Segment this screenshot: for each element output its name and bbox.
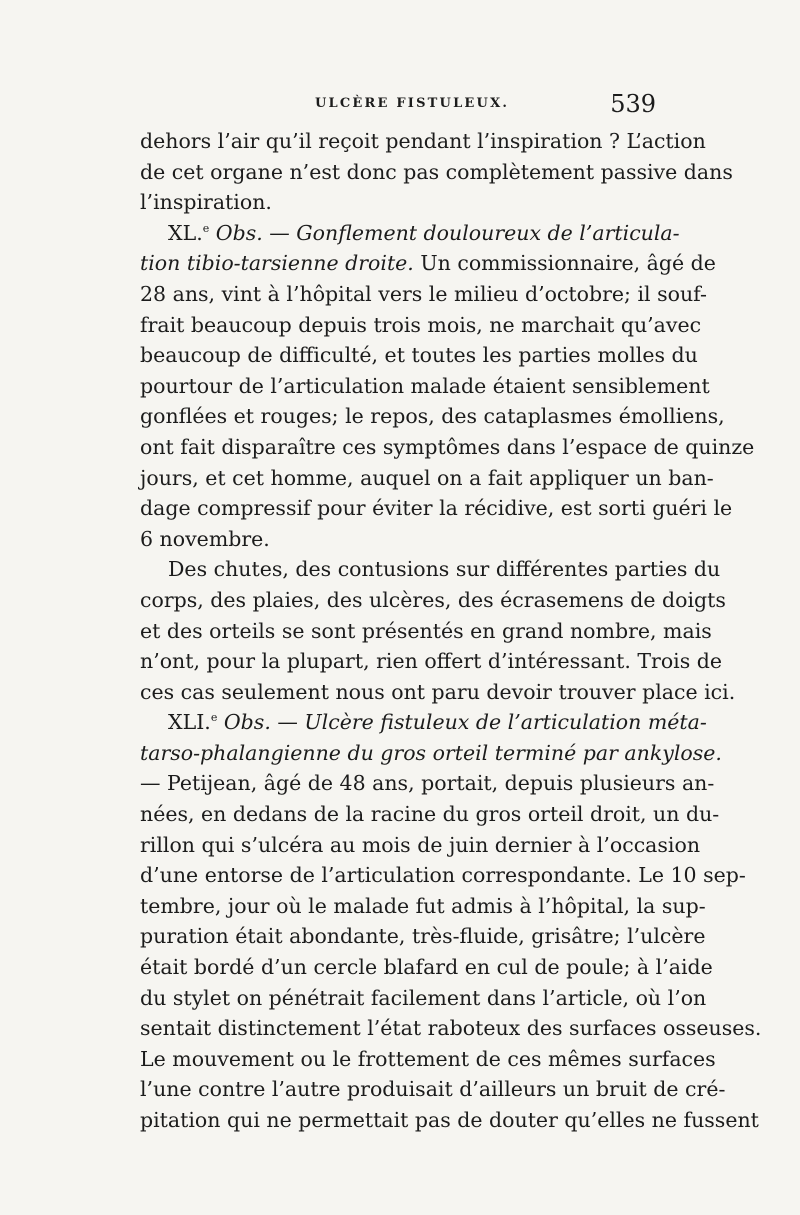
text-line bbox=[140, 860, 746, 891]
text-run: dage compressif pour éviter la récidive, est sorti guéri le bbox=[140, 496, 733, 521]
text-line bbox=[140, 1044, 716, 1075]
text-line bbox=[140, 983, 707, 1014]
text-run: rillon qui s’ulcéra au mois de juin dernier à l’occasion bbox=[140, 832, 701, 857]
text-run: du stylet on pénétrait facilement dans l’article, où l’on bbox=[140, 985, 707, 1010]
text-line bbox=[140, 1013, 762, 1044]
text-line bbox=[140, 585, 726, 616]
text-run: frait beaucoup depuis trois mois, ne marchait qu’avec bbox=[140, 312, 702, 337]
text-run: ont fait disparaître ces symptômes dans l’espace de quinze bbox=[140, 434, 755, 459]
text-line bbox=[140, 707, 707, 738]
text-line bbox=[140, 248, 716, 279]
text-line bbox=[140, 279, 707, 310]
text-run: — bbox=[270, 710, 305, 735]
text-line bbox=[140, 310, 702, 341]
text-run: XL. bbox=[168, 220, 203, 245]
text-run: Le mouvement ou le frottement de ces mêmes surfaces bbox=[140, 1046, 716, 1071]
text-line bbox=[140, 616, 712, 647]
text-run: 28 ans, vint à l’hôpital vers le milieu d’octobre; il souf- bbox=[140, 281, 707, 306]
text-run: pourtour de l’articulation malade étaient sensiblement bbox=[140, 373, 710, 398]
text-line bbox=[140, 432, 755, 463]
italic-text: tarso-phalangienne du gros orteil terminé par ankylose. bbox=[140, 740, 722, 765]
text-run: Des chutes, des contusions sur différentes parties du bbox=[168, 557, 721, 582]
text-run: — Petijean, âgé de 48 ans, portait, depuis plusieurs an- bbox=[140, 771, 715, 796]
text-line bbox=[140, 187, 662, 218]
text-line bbox=[140, 1074, 726, 1105]
text-line bbox=[140, 401, 725, 432]
ordinal-suffix: e bbox=[210, 711, 218, 725]
text-line bbox=[140, 554, 721, 585]
text-run: dehors l’air qu’il reçoit pendant l’inspiration ? L’action bbox=[140, 129, 706, 153]
text-run: d’une entorse de l’articulation correspondante. Le 10 sep- bbox=[140, 863, 746, 888]
text-run: tembre, jour où le malade fut admis à l’hôpital, la sup- bbox=[140, 893, 706, 918]
page-number: 539 bbox=[610, 90, 656, 118]
text-line bbox=[140, 524, 662, 555]
text-line bbox=[140, 768, 715, 799]
italic-text: Ulcère fistuleux de l’articulation méta- bbox=[304, 710, 707, 735]
text-line bbox=[140, 463, 714, 494]
text-line bbox=[140, 126, 706, 157]
text-line bbox=[140, 799, 720, 830]
text-run: 6 novembre. bbox=[140, 526, 270, 551]
body-text bbox=[140, 126, 762, 1136]
text-run: — bbox=[262, 220, 297, 245]
ordinal-suffix: e bbox=[202, 221, 210, 235]
text-line bbox=[140, 891, 706, 922]
text-run: et des orteils se sont présentés en grand nombre, mais bbox=[140, 618, 712, 643]
text-run: puration était abondante, très-fluide, grisâtre; l’ulcère bbox=[140, 924, 706, 949]
text-line bbox=[140, 738, 722, 769]
text-line bbox=[140, 677, 736, 708]
text-run: sentait distinctement l’état raboteux des surfaces osseuses. bbox=[140, 1016, 762, 1041]
italic-text: Obs. bbox=[215, 220, 263, 245]
text-run: gonflées et rouges; le repos, des cataplasmes émolliens, bbox=[140, 404, 725, 429]
text-run: jours, et cet homme, auquel on a fait appliquer un ban- bbox=[140, 465, 714, 490]
text-run: pitation qui ne permettait pas de douter qu’elles ne fussent bbox=[140, 1108, 759, 1132]
text-run: corps, des plaies, des ulcères, des écrasemens de doigts bbox=[140, 587, 726, 612]
italic-text: Obs. bbox=[223, 710, 271, 735]
text-run: beaucoup de difficulté, et toutes les parties molles du bbox=[140, 343, 698, 368]
running-head: ULCÈRE FISTULEUX. bbox=[315, 96, 510, 111]
text-run: de cet organe n’est donc pas complètement passive dans bbox=[140, 159, 733, 184]
text-line bbox=[140, 830, 701, 861]
italic-text: tion tibio-tarsienne droite. bbox=[140, 251, 414, 276]
text-line bbox=[140, 921, 706, 952]
text-run: l’inspiration. bbox=[140, 190, 272, 215]
text-line bbox=[140, 218, 680, 249]
text-run: n’ont, pour la plupart, rien offert d’intéressant. Trois de bbox=[140, 649, 723, 674]
text-run: l’une contre l’autre produisait d’ailleurs un bruit de cré- bbox=[140, 1077, 726, 1102]
text-run: Un commissionnaire, âgé de bbox=[413, 251, 716, 276]
text-line bbox=[140, 371, 710, 402]
text-run: ces cas seulement nous ont paru devoir trouver place ici. bbox=[140, 679, 736, 704]
text-line bbox=[140, 646, 723, 677]
page-header bbox=[140, 92, 662, 122]
text-run: XLI. bbox=[168, 710, 211, 735]
text-run: était bordé d’un cercle blafard en cul de poule; à l’aide bbox=[140, 955, 713, 980]
text-line bbox=[140, 1105, 759, 1136]
text-line bbox=[140, 157, 733, 188]
text-line bbox=[140, 493, 733, 524]
text-line bbox=[140, 340, 698, 371]
text-run: nées, en dedans de la racine du gros orteil droit, un du- bbox=[140, 802, 720, 827]
text-line bbox=[140, 952, 713, 983]
italic-text: Gonflement douloureux de l’articula- bbox=[296, 220, 680, 245]
